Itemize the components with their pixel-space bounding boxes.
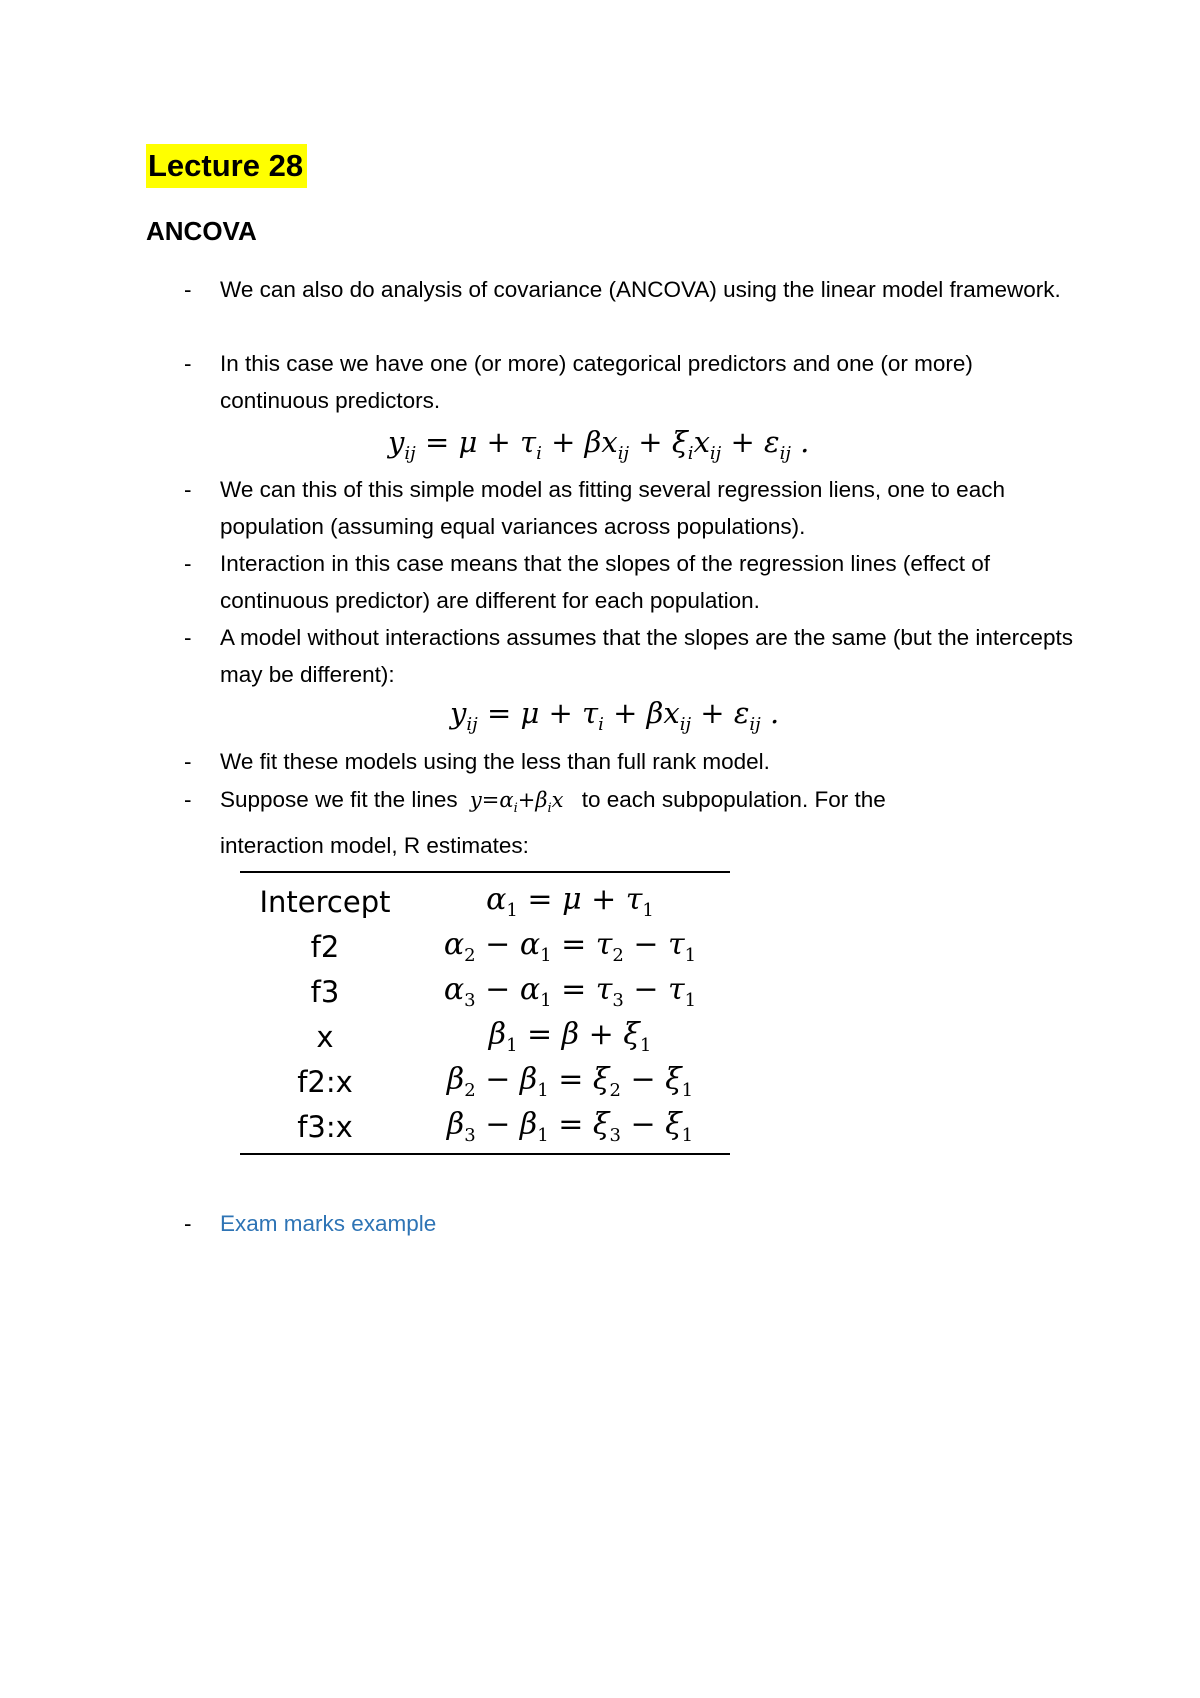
equation-additive-model: $y_{ij} = \mu + \tau_i + \beta x_{ij} + \varepsilon_{ij}$ .	[450, 696, 780, 735]
bullet-text: We can this of this simple model as fitting several regression liens, one to each population (assuming equal variances across populations).	[220, 477, 1005, 539]
bullet-dash: -	[184, 551, 192, 576]
bullet-dash: -	[184, 351, 192, 376]
coefficient-name: x	[316, 1019, 334, 1054]
coefficient-expression: $\alpha_2 - \alpha_1 = \tau_2 - \tau_1$	[443, 927, 697, 966]
bullet-text: Interaction in this case means that the slopes of the regression lines (effect of continuous predictor) are different for each population.	[220, 551, 991, 613]
bullet-text: We fit these models using the less than full rank model.	[220, 749, 770, 774]
bullet-dash: -	[184, 749, 192, 774]
equation-interaction-model: $y_{ij} = \mu + \tau_i + \beta x_{ij} + \xi_ix_{ij} + \varepsilon_{ij}$ .	[388, 425, 810, 464]
bullet-text	[220, 781, 1084, 864]
bullet-text: A model without interactions assumes that the slopes are the same (but the intercepts may be different):	[220, 625, 1073, 687]
table-row	[240, 1059, 730, 1104]
table-row	[240, 924, 730, 969]
bullet-less-than-full-rank	[184, 743, 1084, 780]
section-heading: ANCOVA	[146, 216, 257, 246]
bullet-ancova-framework	[184, 271, 1084, 308]
coefficient-name: Intercept	[259, 884, 391, 919]
table-row	[240, 969, 730, 1014]
coefficient-expression: $\beta_2 - \beta_1 = \xi_2 - \xi_1$	[446, 1062, 694, 1101]
bullet-text: We can also do analysis of covariance (ANCOVA) using the linear model framework.	[220, 277, 1061, 302]
r-estimates-table	[240, 871, 730, 1155]
table-row	[240, 1014, 730, 1059]
coefficient-name: f3:x	[297, 1109, 353, 1144]
bullet-exam-marks	[184, 1205, 1084, 1242]
bullet-dash: -	[184, 787, 192, 812]
lecture-title: Lecture 28	[146, 144, 307, 188]
coefficient-name: f2:x	[297, 1064, 353, 1099]
bullet-no-interaction	[184, 619, 1084, 693]
bullet-text-continued: interaction model, R estimates:	[220, 833, 529, 859]
bullet-predictors	[184, 345, 1084, 419]
bullet-dash: -	[184, 277, 192, 302]
bullet-regression-lines	[184, 471, 1084, 545]
coefficient-expression: $\alpha_3 - \alpha_1 = \tau_3 - \tau_1$	[443, 972, 697, 1011]
bullet-dash: -	[184, 1211, 192, 1236]
exam-marks-example-link[interactable]: Exam marks example	[220, 1211, 437, 1236]
coefficient-expression: $\beta_3 - \beta_1 = \xi_3 - \xi_1$	[446, 1107, 694, 1146]
bullet-text-prefix: Suppose we fit the lines	[220, 787, 458, 812]
bullet-fit-lines	[184, 781, 1084, 864]
bullet-text-suffix: to each subpopulation. For the	[581, 787, 886, 812]
table-row	[240, 1104, 730, 1154]
bullet-dash: -	[184, 625, 192, 650]
coefficient-expression: $\alpha_1 = \mu + \tau_1$	[486, 882, 654, 921]
coefficient-expression: $\beta_1 = \beta + \xi_1$	[488, 1017, 652, 1056]
bullet-interaction-meaning	[184, 545, 1084, 619]
bullet-dash: -	[184, 477, 192, 502]
coefficient-name: f2	[310, 929, 340, 964]
table-row	[240, 872, 730, 924]
inline-equation-line: $y=\alpha_i+\beta_ix$	[469, 788, 564, 817]
bullet-text: In this case we have one (or more) categorical predictors and one (or more) continuous predictors.	[220, 351, 973, 413]
coefficient-name: f3	[310, 974, 340, 1009]
